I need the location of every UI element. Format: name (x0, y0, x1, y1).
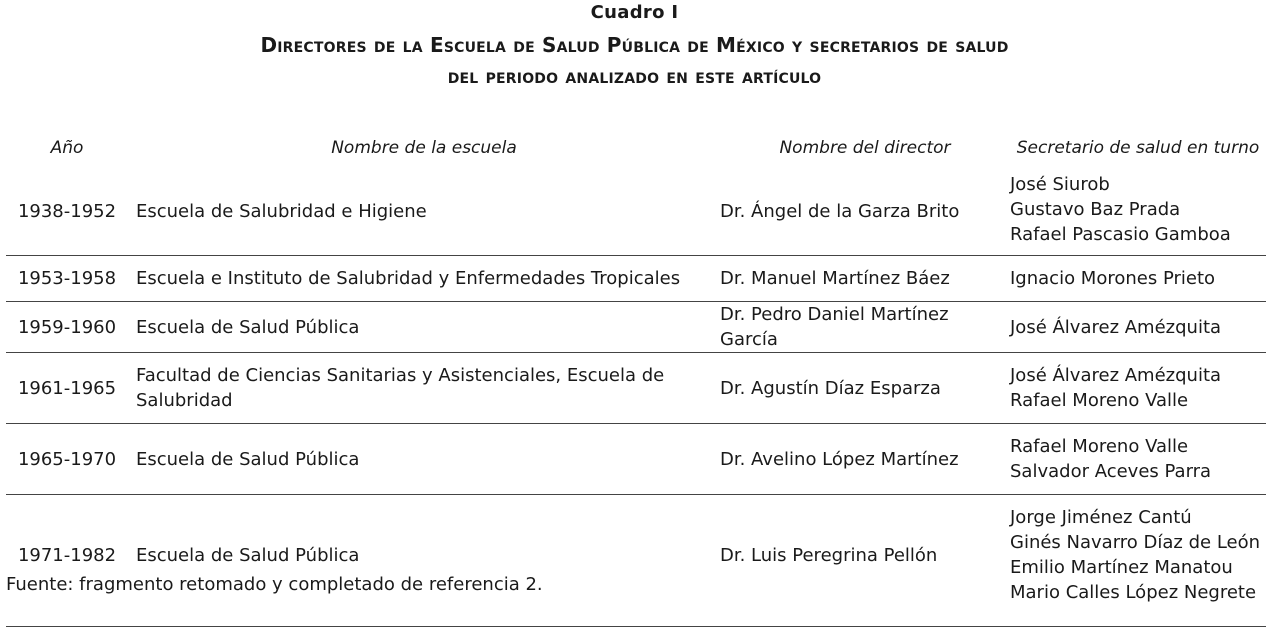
director-cell: Dr. Pedro Daniel Martínez García (720, 302, 1010, 353)
secretary-name: Rafael Moreno Valle (1010, 436, 1189, 457)
header-secretary: Secretario de salud en turno (1016, 137, 1260, 158)
table-row (6, 256, 1266, 302)
year-cell: 1971-1982 (6, 495, 128, 616)
source-note: Fuente: fragmento retomado y completado de referencia 2. (6, 574, 543, 595)
secretary-name: Emilio Martínez Manatou (1010, 557, 1233, 578)
directors-table (6, 128, 1266, 615)
table-title-line-2: del periodo analizado en este artículo (447, 64, 822, 88)
year-cell: 1961-1965 (6, 353, 128, 424)
director-cell: Dr. Agustín Díaz Esparza (720, 353, 1010, 424)
school-cell: Escuela de Salud Pública (128, 495, 720, 616)
director-cell: Dr. Avelino López Martínez (720, 424, 1010, 495)
secretary-name: Jorge Jiménez Cantú (1010, 507, 1192, 528)
secretary-name: Ignacio Morones Prieto (1010, 268, 1216, 289)
secretary-name: Salvador Aceves Parra (1010, 461, 1212, 482)
table-title-line-1: Directores de la Escuela de Salud Pública de México y secretarios de salud (260, 33, 1009, 57)
year-cell: 1953-1958 (6, 256, 128, 302)
secretary-name: Ginés Navarro Díaz de León (1010, 532, 1261, 553)
school-cell: Escuela de Salud Pública (128, 424, 720, 495)
table-header-row (6, 128, 1266, 168)
year-cell: 1965-1970 (6, 424, 128, 495)
table-row (6, 168, 1266, 256)
table-row (6, 353, 1266, 424)
table-label: Cuadro I (590, 2, 679, 23)
school-cell: Escuela de Salubridad e Higiene (136, 201, 427, 222)
year-cell: 1938-1952 (17, 201, 117, 222)
secretary-name: José Siurob (1010, 173, 1110, 195)
secretary-cell (1010, 256, 1266, 302)
school-cell: Escuela de Salud Pública (128, 302, 720, 353)
secretary-cell (1010, 353, 1266, 424)
year-cell: 1959-1960 (6, 302, 128, 353)
secretary-name: Rafael Moreno Valle (1010, 390, 1189, 411)
secretary-name: José Álvarez Amézquita (1010, 316, 1222, 338)
header-director: Nombre del director (779, 137, 951, 158)
bottom-divider (6, 626, 1266, 627)
table-row (6, 424, 1266, 495)
school-cell: Escuela e Instituto de Salubridad y Enfermedades Tropicales (128, 256, 720, 302)
secretary-name: José Álvarez Amézquita (1010, 365, 1222, 386)
secretary-name: Gustavo Baz Prada (1010, 198, 1181, 220)
table-row (6, 302, 1266, 353)
director-cell: Dr. Ángel de la Garza Brito (720, 201, 960, 222)
secretary-cell (1010, 302, 1266, 353)
secretary-name: Mario Calles López Negrete (1010, 582, 1257, 603)
director-cell: Dr. Manuel Martínez Báez (720, 256, 1010, 302)
secretary-cell (1010, 168, 1266, 256)
secretary-name: Rafael Pascasio Gamboa (1010, 223, 1231, 245)
table-row (6, 495, 1266, 616)
header-school: Nombre de la escuela (331, 137, 517, 158)
header-year: Año (50, 137, 84, 158)
school-cell: Facultad de Ciencias Sanitarias y Asistenciales, Escuela de Salubridad (128, 353, 720, 424)
secretary-cell (1010, 424, 1266, 495)
secretary-cell (1010, 495, 1266, 616)
director-cell: Dr. Luis Peregrina Pellón (720, 495, 1010, 616)
